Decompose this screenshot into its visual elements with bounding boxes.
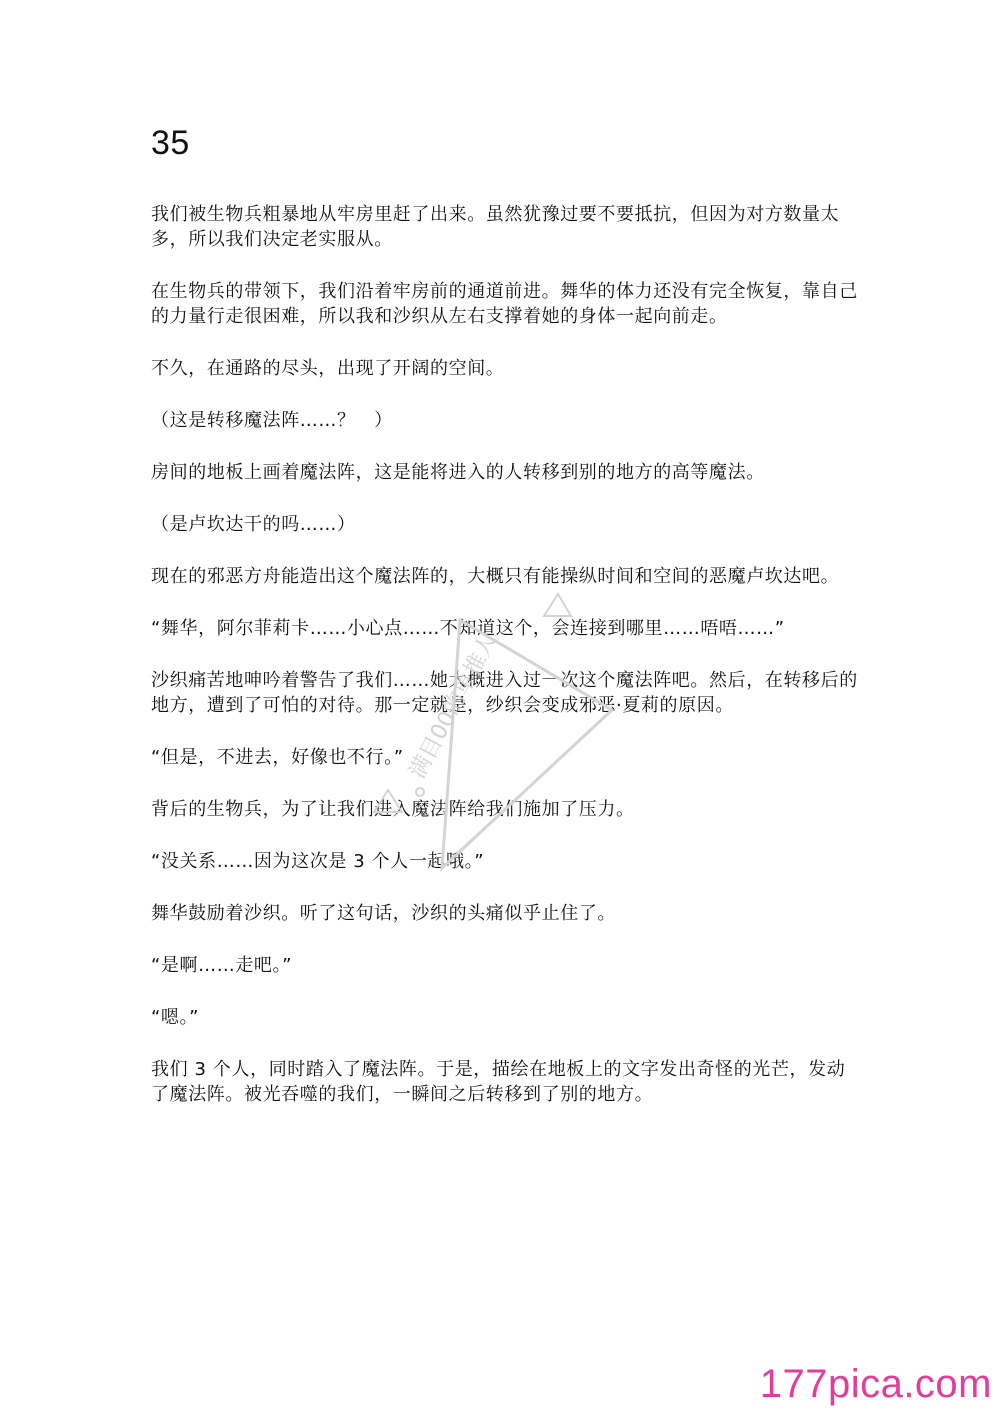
paragraph: “没关系……因为这次是 3 个人一起哦。” xyxy=(151,851,485,872)
story-text xyxy=(151,202,861,1134)
paragraph: （是卢坎达干的吗……） xyxy=(151,514,356,535)
paragraph: “嗯。” xyxy=(151,1007,200,1028)
paragraph: 不久，在通路的尽头，出现了开阔的空间。 xyxy=(151,358,505,379)
paragraph: “是啊……走吧。” xyxy=(151,955,293,976)
paragraph: 背后的生物兵，为了让我们进入魔法阵给我们施加了压力。 xyxy=(151,799,635,820)
paragraph: 舞华鼓励着沙织。听了这句话，沙织的头痛似乎止住了。 xyxy=(151,903,616,924)
site-watermark: 177pica.com xyxy=(759,1362,992,1406)
paragraph: 房间的地板上画着魔法阵，这是能将进入的人转移到别的地方的高等魔法。 xyxy=(151,462,765,483)
paragraph: （这是转移魔法阵……？ ） xyxy=(151,410,393,431)
watermark-text: 满目00的单推人 xyxy=(405,629,503,783)
paragraph: 现在的邪恶方舟能造出这个魔法阵的，大概只有能操纵时间和空间的恶魔卢坎达吧。 xyxy=(151,566,840,587)
paragraph: “但是，不进去，好像也不行。” xyxy=(151,747,404,768)
paragraph: 我们 3 个人，同时踏入了魔法阵。于是，描绘在地板上的文字发出奇怪的光芒，发动了魔法阵。被光吞噬的我们，一瞬间之后转移到了别的地方。 xyxy=(151,1059,846,1105)
chapter-number: 35 xyxy=(151,124,190,162)
paragraph: “舞华，阿尔菲莉卡……小心点……不知道这个，会连接到哪里……唔唔……” xyxy=(151,618,785,639)
paragraph: 沙织痛苦地呻吟着警告了我们……她大概进入过一次这个魔法阵吧。然后，在转移后的地方，遭到了可怕的对待。那一定就是，纱织会变成邪恶·夏莉的原因。 xyxy=(151,670,858,716)
paragraph: 我们被生物兵粗暴地从牢房里赶了出来。虽然犹豫过要不要抵抗，但因为对方数量太多，所以我们决定老实服从。 xyxy=(151,204,840,250)
paragraph: 在生物兵的带领下，我们沿着牢房前的通道前进。舞华的体力还没有完全恢复，靠自己的力量行走很困难，所以我和沙织从左右支撑着她的身体一起向前走。 xyxy=(151,281,858,327)
